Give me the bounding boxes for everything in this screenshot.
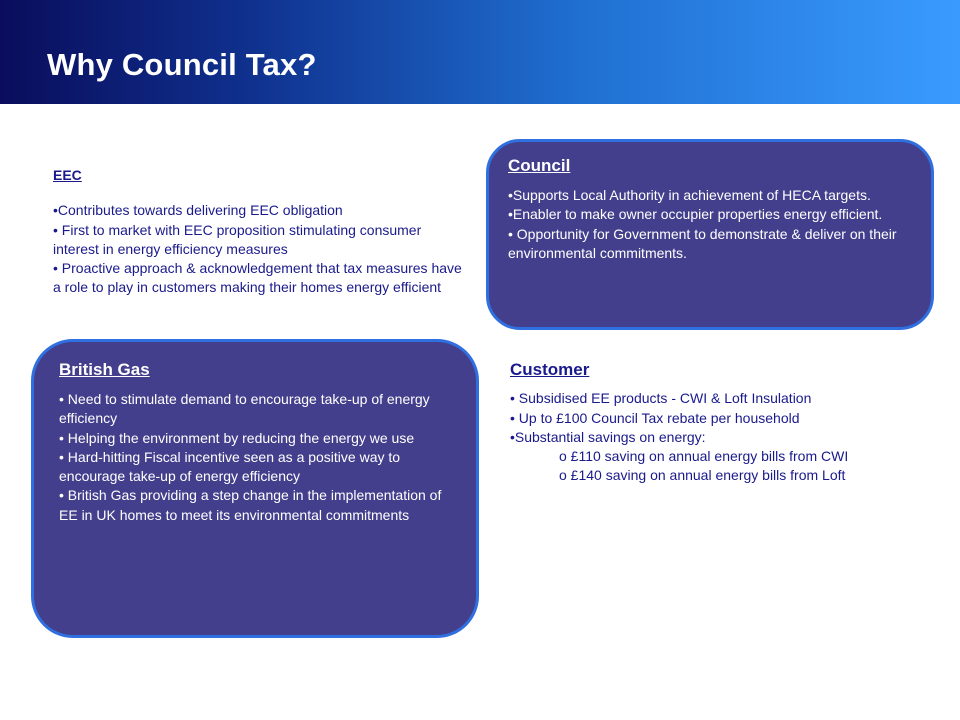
customer-sub-bullet: o £110 saving on annual energy bills from CWI (559, 448, 849, 465)
council-bullet: •Enabler to make owner occupier properties energy efficient. (508, 206, 883, 223)
customer-title: Customer (510, 360, 590, 379)
council-bullet: •Supports Local Authority in achievement of HECA targets. (508, 187, 871, 203)
eec-bullet: • First to market with EEC proposition stimulating consumer interest in energy efficiency measures (53, 221, 422, 257)
eec-bullet: • Proactive approach & acknowledgement that tax measures have a role to play in customers making their homes energy efficient (53, 260, 462, 296)
british-gas-box (31, 339, 479, 638)
page-title: Why Council Tax? (47, 47, 317, 82)
british-gas-bullet: • Need to stimulate demand to encourage take-up of energy efficiency (59, 391, 430, 427)
customer-bullet: •Substantial savings on energy: (510, 428, 706, 445)
british-gas-title: British Gas (59, 360, 150, 379)
customer-section (510, 360, 930, 486)
customer-bullet: • Subsidised EE products - CWI & Loft Insulation (510, 390, 812, 407)
eec-section (53, 166, 463, 298)
eec-title: EEC (53, 167, 82, 183)
customer-bullet: • Up to £100 Council Tax rebate per household (510, 409, 800, 426)
british-gas-bullet: • Hard-hitting Fiscal incentive seen as a positive way to encourage take-up of energy efficiency (59, 448, 401, 485)
customer-sub-bullet: o £140 saving on annual energy bills from Loft (559, 467, 846, 484)
council-title: Council (508, 156, 571, 175)
council-bullet: • Opportunity for Government to demonstrate & deliver on their environmental commitments. (508, 225, 897, 261)
british-gas-bullet: • Helping the environment by reducing the energy we use (59, 429, 415, 446)
british-gas-bullet: • British Gas providing a step change in the implementation of EE in UK homes to meet its environmental commitments (59, 487, 442, 523)
eec-bullet: •Contributes towards delivering EEC obligation (53, 202, 343, 219)
council-box (486, 139, 934, 330)
title-banner (0, 0, 960, 104)
